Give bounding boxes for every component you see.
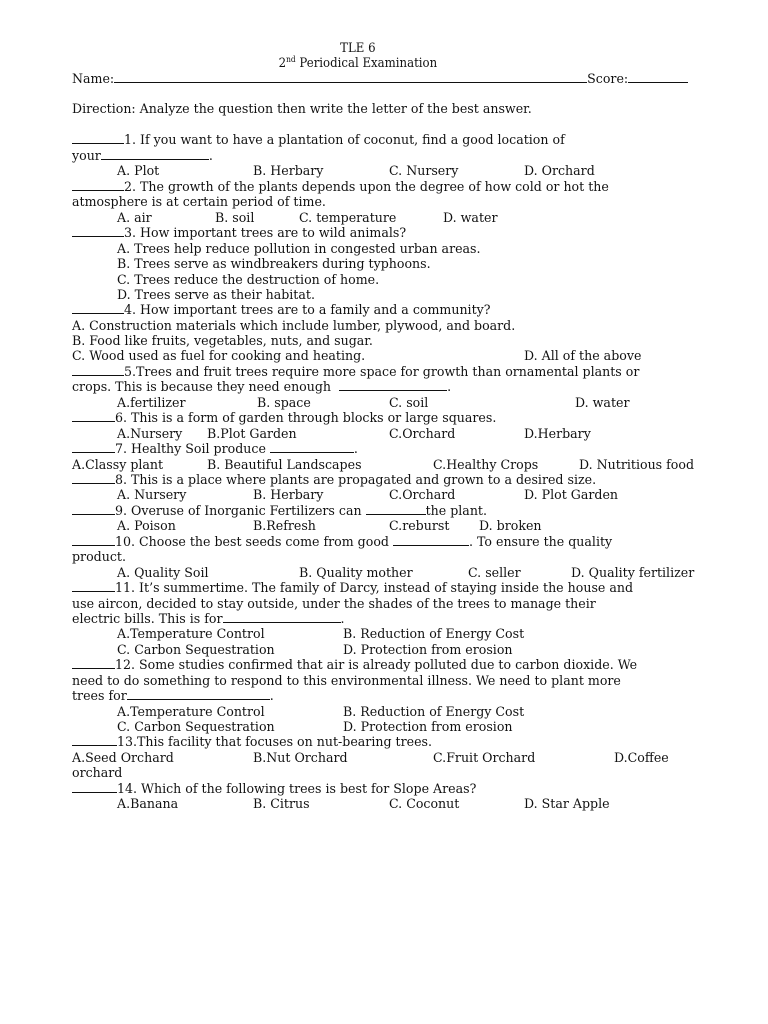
q6-choice-c: C.Orchard [389, 426, 456, 441]
q3-choice-d: D. Trees serve as their habitat. [117, 287, 315, 302]
score-blank[interactable] [628, 71, 688, 83]
exam-title: 2nd Periodical Examination [278, 55, 438, 70]
question-12: 12. Some studies confirmed that air is already polluted due to carbon dioxide. We [72, 657, 637, 672]
question-6: 6. This is a form of garden through blocks or large squares. [72, 410, 496, 425]
answer-blank-1[interactable] [72, 132, 124, 144]
q14-choice-c: C. Coconut [389, 796, 460, 811]
question-9: 9. Overuse of Inorganic Fertilizers can the plant. [72, 503, 487, 518]
question-5: 5.Trees and fruit trees require more space for growth than ornamental plants or [72, 364, 639, 379]
q11-choice-d: D. Protection from erosion [343, 642, 513, 657]
q8-choice-b: B. Herbary [253, 487, 324, 502]
q4-choice-b: B. Food like fruits, vegetables, nuts, and sugar. [72, 333, 373, 348]
question-10: 10. Choose the best seeds come from good . To ensure the quality [72, 534, 612, 549]
q14-choice-b: B. Citrus [253, 796, 310, 811]
q2-choice-a: A. air [117, 210, 152, 225]
q11-choice-a: A.Temperature Control [117, 626, 265, 641]
q9-choice-b: B.Refresh [253, 518, 316, 533]
q10-choice-d: D. Quality fertilizer [571, 565, 695, 580]
answer-blank-11[interactable] [72, 580, 115, 592]
q6-choice-d: D.Herbary [524, 426, 591, 441]
answer-blank-8[interactable] [72, 472, 115, 484]
fill-blank-10[interactable] [393, 534, 469, 546]
question-10-cont: product. [72, 549, 126, 564]
q3-choice-b: B. Trees serve as windbreakers during typhoons. [117, 256, 431, 271]
fill-blank-1[interactable] [101, 148, 209, 160]
q7-choice-d: D. Nutritious food [579, 457, 695, 472]
q9-choice-c: C.reburst [389, 518, 450, 533]
q5-choice-b: B. space [257, 395, 311, 410]
direction-text: Direction: Analyze the question then write the letter of the best answer. [72, 101, 532, 116]
q8-choice-d: D. Plot Garden [524, 487, 619, 502]
q12-choice-d: D. Protection from erosion [343, 719, 513, 734]
name-blank[interactable] [114, 71, 587, 83]
answer-blank-9[interactable] [72, 503, 115, 515]
q13-choice-a: A.Seed Orchard [72, 750, 174, 765]
name-row [72, 71, 688, 86]
q3-choice-c: C. Trees reduce the destruction of home. [117, 272, 380, 287]
answer-blank-3[interactable] [72, 225, 124, 237]
fill-blank-9[interactable] [366, 503, 426, 515]
question-12-cont2: trees for . [72, 688, 274, 703]
score-label: Score: [587, 71, 629, 86]
q11-choice-b: B. Reduction of Energy Cost [343, 626, 525, 641]
question-12-cont: need to do something to respond to this environmental illness. We need to plant more [72, 673, 621, 688]
q12-choice-a: A.Temperature Control [117, 704, 265, 719]
q6-choice-a: A.Nursery [117, 426, 183, 441]
q5-choice-c: C. soil [389, 395, 429, 410]
q10-choice-a: A. Quality Soil [117, 565, 209, 580]
answer-blank-2[interactable] [72, 179, 124, 191]
question-1-cont: your . [72, 148, 213, 163]
answer-blank-6[interactable] [72, 410, 115, 422]
q2-choice-b: B. soil [215, 210, 255, 225]
q9-choice-a: A. Poison [117, 518, 176, 533]
q8-choice-c: C.Orchard [389, 487, 456, 502]
q1-choice-b: B. Herbary [253, 163, 324, 178]
q5-choice-d: D. water [575, 395, 630, 410]
q2-choice-c: C. temperature [299, 210, 397, 225]
answer-blank-5[interactable] [72, 364, 124, 376]
fill-blank-12[interactable] [127, 688, 270, 700]
q14-choice-d: D. Star Apple [524, 796, 610, 811]
question-8: 8. This is a place where plants are propagated and grown to a desired size. [72, 472, 596, 487]
question-7: 7. Healthy Soil produce . [72, 441, 358, 456]
q7-choice-c: C.Healthy Crops [433, 457, 539, 472]
answer-blank-13[interactable] [72, 734, 117, 746]
q13-choice-b: B.Nut Orchard [253, 750, 348, 765]
q13-choice-c: C.Fruit Orchard [433, 750, 536, 765]
q9-choice-d: D. broken [479, 518, 542, 533]
q1-choice-a: A. Plot [117, 163, 160, 178]
q4-choice-c: C. Wood used as fuel for cooking and heating. [72, 348, 366, 363]
answer-blank-12[interactable] [72, 657, 115, 669]
q12-choice-c: C. Carbon Sequestration [117, 719, 275, 734]
answer-blank-14[interactable] [72, 781, 117, 793]
question-4: 4. How important trees are to a family and a community? [72, 302, 491, 317]
fill-blank-5[interactable] [339, 379, 447, 391]
q1-choice-c: C. Nursery [389, 163, 459, 178]
q10-choice-b: B. Quality mother [299, 565, 413, 580]
q10-choice-c: C. seller [468, 565, 521, 580]
q3-choice-a: A. Trees help reduce pollution in congested urban areas. [117, 241, 481, 256]
q4-choice-d: D. All of the above [524, 348, 642, 363]
subject-title: TLE 6 [340, 40, 376, 55]
q6-choice-b: B.Plot Garden [207, 426, 297, 441]
question-2-cont: atmosphere is at certain period of time. [72, 194, 326, 209]
question-14: 14. Which of the following trees is best for Slope Areas? [72, 781, 476, 796]
q7-choice-a: A.Classy plant [72, 457, 164, 472]
answer-blank-7[interactable] [72, 441, 115, 453]
question-1: 1. If you want to have a plantation of coconut, find a good location of [72, 132, 565, 147]
fill-blank-7[interactable] [270, 441, 354, 453]
q12-choice-b: B. Reduction of Energy Cost [343, 704, 525, 719]
q14-choice-a: A.Banana [117, 796, 179, 811]
question-11-cont: use aircon, decided to stay outside, under the shades of the trees to manage their [72, 596, 596, 611]
question-13: 13.This facility that focuses on nut-bearing trees. [72, 734, 432, 749]
q13-choice-d: D.Coffee [614, 750, 669, 765]
q4-choice-a: A. Construction materials which include lumber, plywood, and board. [72, 318, 516, 333]
q1-choice-d: D. Orchard [524, 163, 595, 178]
q5-choice-a: A.fertilizer [117, 395, 186, 410]
answer-blank-4[interactable] [72, 302, 124, 314]
question-11-cont2: electric bills. This is for . [72, 611, 345, 626]
question-5-cont: crops. This is because they need enough . [72, 379, 452, 394]
q2-choice-d: D. water [443, 210, 498, 225]
q7-choice-b: B. Beautiful Landscapes [207, 457, 362, 472]
q8-choice-a: A. Nursery [117, 487, 187, 502]
question-3: 3. How important trees are to wild animals? [72, 225, 406, 240]
answer-blank-10[interactable] [72, 534, 115, 546]
name-label: Name: [72, 71, 115, 86]
question-2: 2. The growth of the plants depends upon the degree of how cold or hot the [72, 179, 609, 194]
question-11: 11. It’s summertime. The family of Darcy, instead of staying inside the house and [72, 580, 633, 595]
q13-choice-d-cont: orchard [72, 765, 123, 780]
fill-blank-11[interactable] [223, 611, 341, 623]
q11-choice-c: C. Carbon Sequestration [117, 642, 275, 657]
